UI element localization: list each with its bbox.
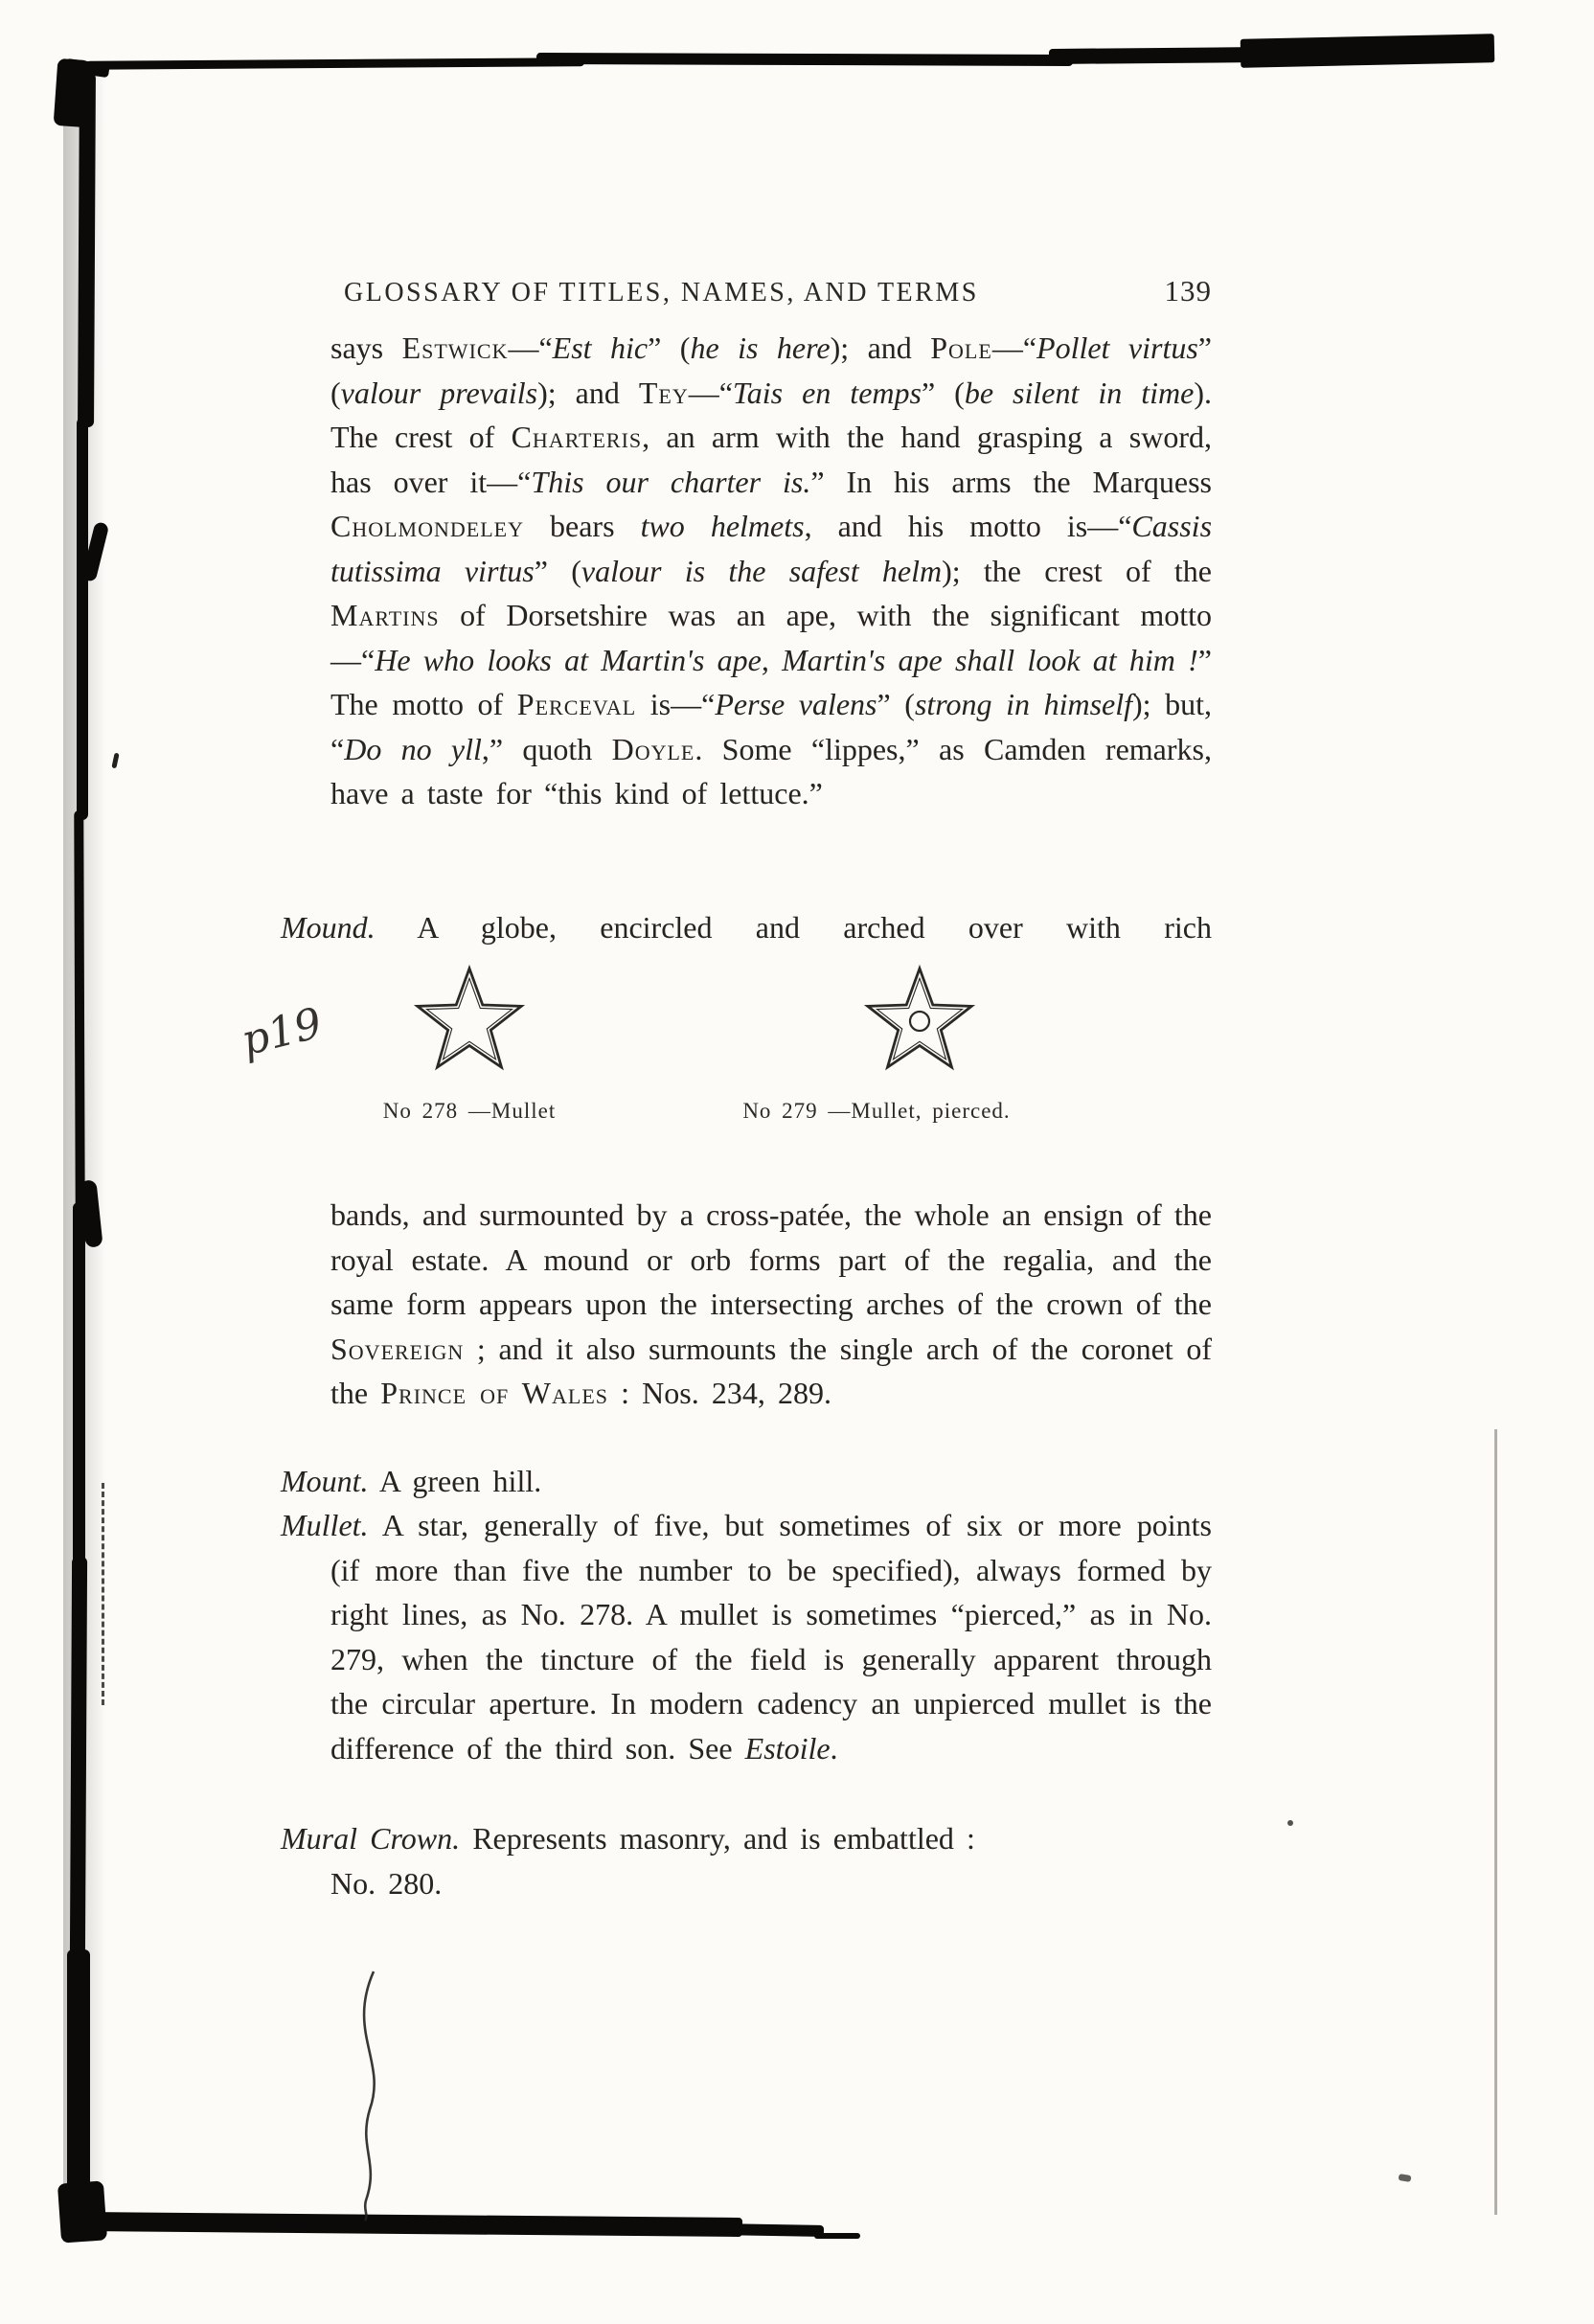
text-run: A star, generally of five, but sometimes of six or more points (if more than five the number to be specified), always formed by right lines, as No. 278. A mullet is sometimes “pierced,” as in No. 279, when the tincture of the field is generally apparent through the circular aperture. In modern cadency an unpierced mullet is the difference of the third son. See: [330, 1508, 1212, 1766]
text-run: ; and it also surmounts the single arch of the coronet of the: [330, 1331, 1212, 1410]
text-run: be silent in time: [964, 375, 1195, 410]
text-run: is—“: [636, 687, 716, 721]
text-run: ); and: [537, 375, 639, 410]
paragraph-entry-mound-continued: [330, 1193, 1212, 1416]
paragraph-entry-mount: [281, 1459, 1212, 1504]
paragraph-entry-mural-crown: [281, 1816, 1212, 1905]
text-run: ); and: [830, 330, 931, 365]
text-run: ” The motto of: [330, 642, 1212, 721]
scan-stray-mark: [111, 753, 119, 769]
figure-caption: No 279 —Mullet, pierced.: [742, 1099, 1011, 1123]
text-run: Cholmondeley: [330, 509, 524, 543]
text-run: ” In his arms the Marquess: [810, 464, 1212, 499]
pen-squiggle-mark: [337, 1966, 423, 2224]
text-run: Estoile: [744, 1730, 831, 1766]
scan-edge-left: [77, 418, 88, 820]
text-run: he is here: [690, 330, 831, 365]
text-run: bands, and surmounted by a cross-patée, the whole an ensign of the royal estate. A mound or orb forms part of the regalia, and the same form appears upon the intersecting arches of the crown of the: [330, 1197, 1212, 1321]
text-run: Mound.: [281, 910, 376, 945]
mullet-pierced-star-icon: [862, 964, 978, 1083]
running-title: GLOSSARY OF TITLES, NAMES, AND TERMS: [344, 278, 979, 308]
text-run: ” (: [877, 687, 915, 721]
scan-edge-left: [73, 1202, 85, 1566]
scan-edge-top: [1049, 47, 1264, 64]
figure-mullet: [350, 964, 589, 1124]
text-run: ” (: [921, 375, 965, 410]
text-run: —“: [991, 330, 1037, 365]
scan-edge-bottom: [814, 2233, 860, 2239]
text-run: Tey: [638, 375, 689, 410]
text-run: of Dorsetshire was an ape, with the significant motto—“: [330, 598, 1212, 677]
text-run: Cassis tutissima virtus: [330, 509, 1213, 588]
figure-mullet-pierced: [714, 964, 1039, 1124]
text-run: Perceval: [516, 687, 637, 721]
page-header: [330, 274, 1212, 308]
text-run: ” (: [648, 330, 691, 365]
scan-margin-dashes: [102, 1483, 104, 1705]
scan-stray-dot: [1287, 1820, 1293, 1826]
text-run: , an arm with the hand grasping a sword, has over it—“: [330, 420, 1212, 499]
text-run: Estwick: [401, 330, 509, 365]
text-run: valour is the safest helm: [581, 553, 943, 588]
scan-edge-left: [70, 1557, 87, 1959]
text-run: Mural Crown.: [281, 1821, 461, 1856]
paragraph-mottoes: [330, 326, 1212, 816]
text-run: bears: [524, 509, 641, 543]
scan-edge-top: [86, 57, 584, 70]
text-run: says: [330, 330, 402, 365]
scan-edge-left: [78, 73, 96, 427]
text-run: .: [830, 1730, 838, 1766]
text-run: He who looks at Martin's ape, Martin's ape shall look at him !: [375, 642, 1198, 677]
text-run: valour prevails: [340, 375, 538, 410]
text-run: This our charter is.: [531, 464, 811, 499]
handwritten-margin-note: p19: [237, 998, 328, 1066]
text-run: Represents masonry, and is embattled :: [460, 1821, 975, 1856]
text-run: Martins: [330, 598, 440, 632]
text-run: Mount.: [281, 1464, 369, 1498]
scan-edge-bottom: [723, 2223, 824, 2237]
scan-page-edge-right: [1494, 1429, 1497, 2215]
text-run: two helmets: [640, 509, 805, 543]
text-run: Perse valens: [715, 687, 877, 721]
scan-edge-top: [536, 53, 1073, 66]
figure-caption: No 278 —Mullet: [382, 1099, 557, 1123]
text-run: No. 280.: [330, 1865, 443, 1901]
mullet-star-icon: [412, 964, 528, 1083]
text-run: A green hill.: [368, 1464, 542, 1498]
scan-edge-bottom-blob: [57, 2180, 107, 2243]
text-run: Est hic: [552, 330, 649, 365]
text-run: Pole: [930, 330, 992, 365]
text-run: A globe, encircled and arched over with rich: [375, 910, 1212, 945]
text-run: strong in himself: [914, 687, 1133, 721]
scan-stray-tick: [1399, 2174, 1412, 2182]
text-run: Do no yll: [344, 731, 482, 766]
text-run: —“: [688, 375, 733, 410]
text-run: Doyle: [611, 731, 695, 766]
text-run: Prince of Wales: [380, 1376, 609, 1410]
text-run: ); the crest of the: [942, 553, 1213, 588]
page-number: 139: [1164, 274, 1212, 308]
text-run: —“: [508, 330, 553, 365]
text-run: : Nos. 234, 289.: [608, 1376, 831, 1410]
scan-edge-left: [74, 810, 84, 1213]
text-run: Pollet virtus: [1036, 330, 1198, 365]
text-run: Charteris: [511, 420, 643, 454]
text-run: Mullet.: [281, 1508, 369, 1542]
text-run: ). The crest of: [330, 375, 1212, 454]
text-run: ” (: [330, 330, 1212, 410]
text-run: ” (: [534, 553, 581, 588]
text-run: Tais en temps: [732, 375, 922, 410]
paragraph-entry-mound: [281, 905, 1212, 950]
text-run: . Some “lippes,” as Camden remarks, have a taste for “this kind of lettuce.”: [330, 731, 1212, 810]
text-run: Sovereign: [330, 1331, 465, 1366]
text-run: , and his motto is—“: [804, 509, 1132, 543]
paragraph-entry-mullet: [281, 1503, 1212, 1770]
scan-edge-top-blob: [1241, 34, 1495, 68]
text-run: ,” quoth: [481, 731, 612, 766]
text-run: ); but, “: [330, 687, 1213, 766]
